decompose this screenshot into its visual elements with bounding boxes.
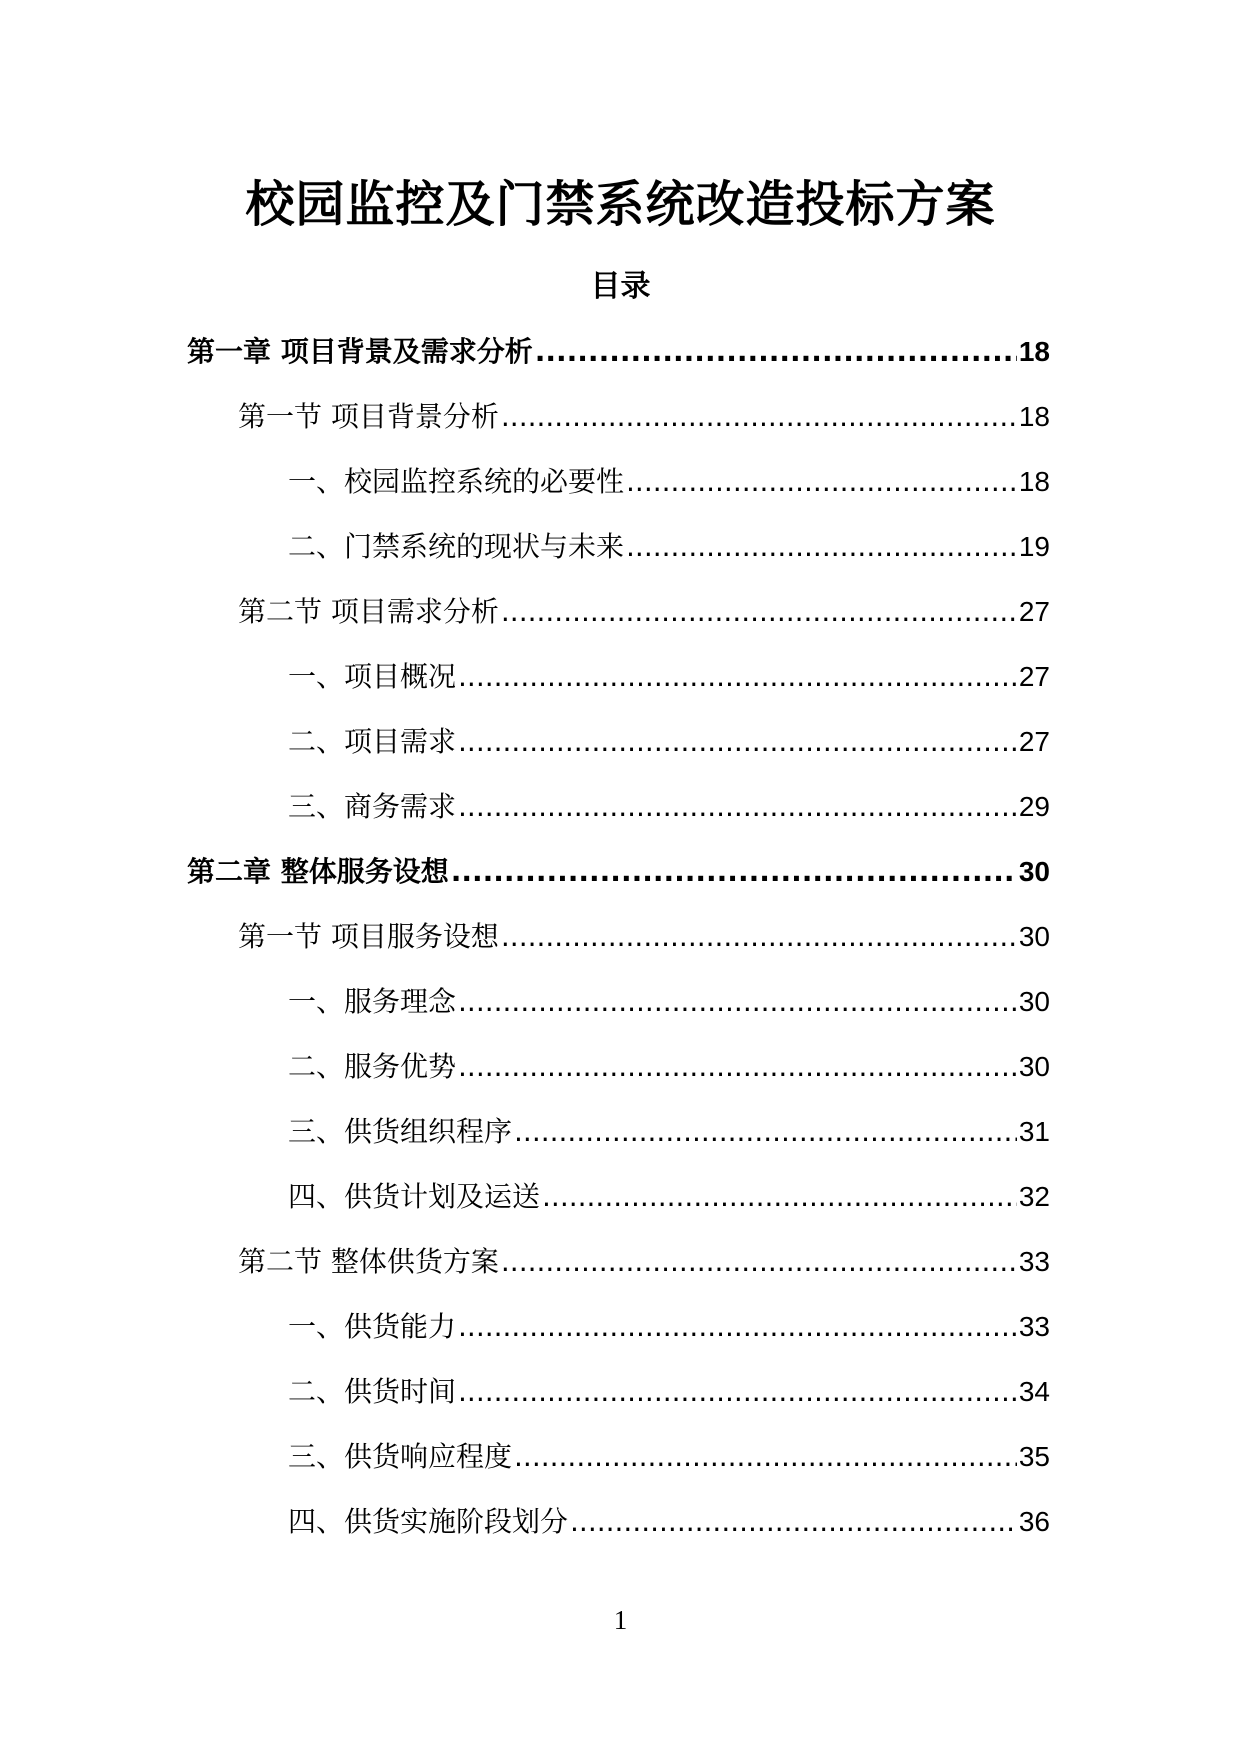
toc-dot-leader — [501, 1240, 1017, 1284]
toc-entry-label: 二、项目需求 — [288, 725, 457, 758]
toc-entry-section[interactable] — [0, 1240, 1241, 1305]
toc-entry-page: 29 — [1018, 791, 1050, 822]
toc-entry-subsection[interactable] — [0, 1175, 1241, 1240]
toc-entry-page: 18 — [1018, 336, 1050, 367]
toc-dot-leader — [535, 330, 1017, 374]
toc-heading: 目录 — [590, 269, 651, 304]
toc-entry-label: 第一章 项目背景及需求分析 — [187, 335, 533, 368]
toc-entry-subsection[interactable] — [0, 1500, 1241, 1565]
toc-entry-label: 一、项目概况 — [288, 660, 457, 693]
toc-entry-chapter-1[interactable] — [0, 330, 1241, 395]
toc-entry-section[interactable] — [0, 590, 1241, 655]
toc-entry-label: 四、供货计划及运送 — [288, 1180, 541, 1213]
toc-entry-label: 第二节 项目需求分析 — [238, 595, 499, 628]
toc-dot-leader — [458, 785, 1017, 829]
toc-entry-subsection[interactable] — [0, 785, 1241, 850]
toc-entry-label: 三、供货响应程度 — [288, 1440, 513, 1473]
toc-entry-section[interactable] — [0, 915, 1241, 980]
toc-entry-page: 30 — [1018, 921, 1050, 952]
toc-entry-page: 27 — [1018, 661, 1050, 692]
toc-dot-leader — [451, 850, 1017, 894]
toc-dot-leader — [458, 1305, 1017, 1349]
toc-dot-leader — [458, 720, 1017, 764]
toc-dot-leader — [501, 915, 1017, 959]
toc-entry-label: 二、服务优势 — [288, 1050, 457, 1083]
toc-dot-leader — [501, 395, 1017, 439]
toc-entry-label: 三、供货组织程序 — [288, 1115, 513, 1148]
toc-entry-subsection[interactable] — [0, 655, 1241, 720]
toc-entry-section[interactable] — [0, 395, 1241, 460]
toc-entry-chapter-2[interactable] — [0, 850, 1241, 915]
toc-entry-page: 33 — [1018, 1311, 1050, 1342]
toc-entry-page: 27 — [1018, 726, 1050, 757]
toc-entry-label: 二、供货时间 — [288, 1375, 457, 1408]
toc-entry-page: 36 — [1018, 1506, 1050, 1537]
toc-entry-subsection[interactable] — [0, 1370, 1241, 1435]
toc-entry-page: 32 — [1018, 1181, 1050, 1212]
toc-entry-label: 一、校园监控系统的必要性 — [288, 465, 625, 498]
toc-dot-leader — [570, 1500, 1017, 1544]
toc-entry-page: 33 — [1018, 1246, 1050, 1277]
toc-entry-label: 一、服务理念 — [288, 985, 457, 1018]
toc-entry-subsection[interactable] — [0, 525, 1241, 590]
toc-entry-label: 第二节 整体供货方案 — [238, 1245, 499, 1278]
toc-entry-label: 四、供货实施阶段划分 — [288, 1505, 569, 1538]
toc-entry-subsection[interactable] — [0, 460, 1241, 525]
toc-entry-label: 第二章 整体服务设想 — [187, 855, 449, 888]
toc-entry-page: 18 — [1018, 466, 1050, 497]
toc-entry-label: 二、门禁系统的现状与未来 — [288, 530, 625, 563]
toc-entry-label: 第一节 项目服务设想 — [238, 920, 499, 953]
toc-entry-page: 34 — [1018, 1376, 1050, 1407]
toc-dot-leader — [626, 460, 1017, 504]
toc-entry-label: 三、商务需求 — [288, 790, 457, 823]
toc-dot-leader — [514, 1110, 1017, 1154]
toc-entry-subsection[interactable] — [0, 1305, 1241, 1370]
toc-dot-leader — [458, 1045, 1017, 1089]
page-number: 1 — [613, 1605, 628, 1635]
toc-dot-leader — [458, 980, 1017, 1024]
toc-entry-label: 一、供货能力 — [288, 1310, 457, 1343]
toc-entry-page: 19 — [1018, 531, 1050, 562]
toc-dot-leader — [458, 1370, 1017, 1414]
toc-entry-subsection[interactable] — [0, 1110, 1241, 1175]
toc-entry-page: 30 — [1018, 856, 1050, 887]
toc-entry-subsection[interactable] — [0, 720, 1241, 785]
toc-entry-page: 18 — [1018, 401, 1050, 432]
toc-entry-subsection[interactable] — [0, 1045, 1241, 1110]
toc-dot-leader — [626, 525, 1017, 569]
toc-entry-page: 30 — [1018, 1051, 1050, 1082]
toc-entry-page: 31 — [1018, 1116, 1050, 1147]
toc-entry-page: 35 — [1018, 1441, 1050, 1472]
toc-entry-subsection[interactable] — [0, 1435, 1241, 1500]
toc-dot-leader — [514, 1435, 1017, 1479]
toc-entry-page: 30 — [1018, 986, 1050, 1017]
toc-entry-subsection[interactable] — [0, 980, 1241, 1045]
document-title: 校园监控及门禁系统改造投标方案 — [245, 176, 996, 233]
table-of-contents — [0, 330, 1241, 1565]
toc-dot-leader — [501, 590, 1017, 634]
toc-entry-label: 第一节 项目背景分析 — [238, 400, 499, 433]
toc-dot-leader — [542, 1175, 1017, 1219]
toc-dot-leader — [458, 655, 1017, 699]
toc-entry-page: 27 — [1018, 596, 1050, 627]
